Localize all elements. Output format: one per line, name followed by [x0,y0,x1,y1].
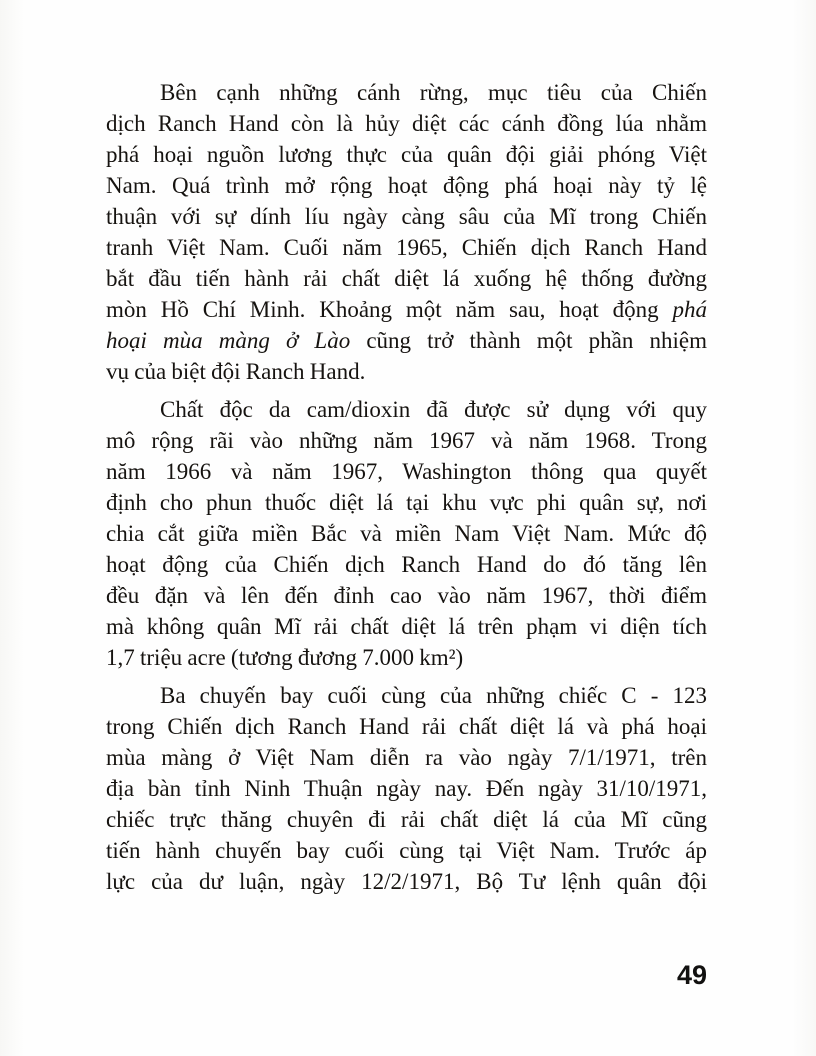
text-line [106,425,707,456]
page-text [106,77,707,897]
text-line [106,642,707,673]
text-segment: mà không quân Mĩ rải chất diệt lá trên phạm vi diện tích [106,614,707,639]
text-line [106,356,707,387]
text-line [106,549,707,580]
text-line [106,866,707,897]
text-segment: phá hoại nguồn lương thực của quân đội giải phóng Việt [106,142,707,167]
text-segment: định cho phun thuốc diệt lá tại khu vực phi quân sự, nơi [106,490,707,515]
text-segment: Ba chuyến bay cuối cùng của những chiếc C - 123 [160,683,707,708]
italic-text-segment: hoại mùa màng ở Lào [106,328,351,353]
text-line [106,518,707,549]
text-line [106,263,707,294]
text-segment: mòn Hồ Chí Minh. Khoảng một năm sau, hoạt động [106,297,673,322]
text-line [106,77,707,108]
text-segment: chia cắt giữa miền Bắc và miền Nam Việt Nam. Mức độ [106,521,707,546]
text-line [106,742,707,773]
text-segment: đều đặn và lên đến đỉnh cao vào năm 1967, thời điểm [106,583,707,608]
text-segment: tiến hành chuyến bay cuối cùng tại Việt Nam. Trước áp [106,838,707,863]
text-line [106,487,707,518]
text-segment: Bên cạnh những cánh rừng, mục tiêu của Chiến [160,80,707,105]
text-line [106,711,707,742]
text-line [106,835,707,866]
text-line [106,139,707,170]
text-line [106,232,707,263]
text-line [106,456,707,487]
text-segment: mùa màng ở Việt Nam diễn ra vào ngày 7/1/1971, trên [106,745,707,770]
text-segment: dịch Ranch Hand còn là hủy diệt các cánh đồng lúa nhằm [106,111,707,136]
text-segment: năm 1966 và năm 1967, Washington thông qua quyết [106,459,707,484]
text-line [106,580,707,611]
text-segment: thuận với sự dính líu ngày càng sâu của Mĩ trong Chiến [106,204,707,229]
text-line [106,294,707,325]
text-segment: mô rộng rãi vào những năm 1967 và năm 1968. Trong [106,428,707,453]
paragraph [106,394,707,673]
text-segment: chiếc trực thăng chuyên đi rải chất diệt lá của Mĩ cũng [106,807,707,832]
text-line [106,773,707,804]
text-segment: vụ của biệt đội Ranch Hand. [106,359,366,384]
text-line [106,170,707,201]
text-line [106,804,707,835]
text-segment: địa bàn tỉnh Ninh Thuận ngày nay. Đến ngày 31/10/1971, [106,776,707,801]
text-line [106,394,707,425]
page-number: 49 [676,960,707,990]
italic-text-segment: phá [672,297,707,322]
text-line [106,325,707,356]
text-segment: cũng trở thành một phần nhiệm [350,328,707,353]
paragraph [106,680,707,897]
text-segment: lực của dư luận, ngày 12/2/1971, Bộ Tư lệnh quân đội [106,869,707,894]
paragraph [106,77,707,387]
text-segment: tranh Việt Nam. Cuối năm 1965, Chiến dịch Ranch Hand [106,235,707,260]
text-line [106,611,707,642]
text-segment: bắt đầu tiến hành rải chất diệt lá xuống hệ thống đường [106,266,707,291]
text-segment: hoạt động của Chiến dịch Ranch Hand do đó tăng lên [106,552,707,577]
text-segment: trong Chiến dịch Ranch Hand rải chất diệt lá và phá hoại [106,714,707,739]
text-line [106,108,707,139]
text-line [106,680,707,711]
text-segment: 1,7 triệu acre (tương đương 7.000 km²) [106,645,464,670]
text-line [106,201,707,232]
text-segment: Nam. Quá trình mở rộng hoạt động phá hoại này tỷ lệ [106,173,707,198]
text-segment: Chất độc da cam/dioxin đã được sử dụng với quy [160,397,707,422]
